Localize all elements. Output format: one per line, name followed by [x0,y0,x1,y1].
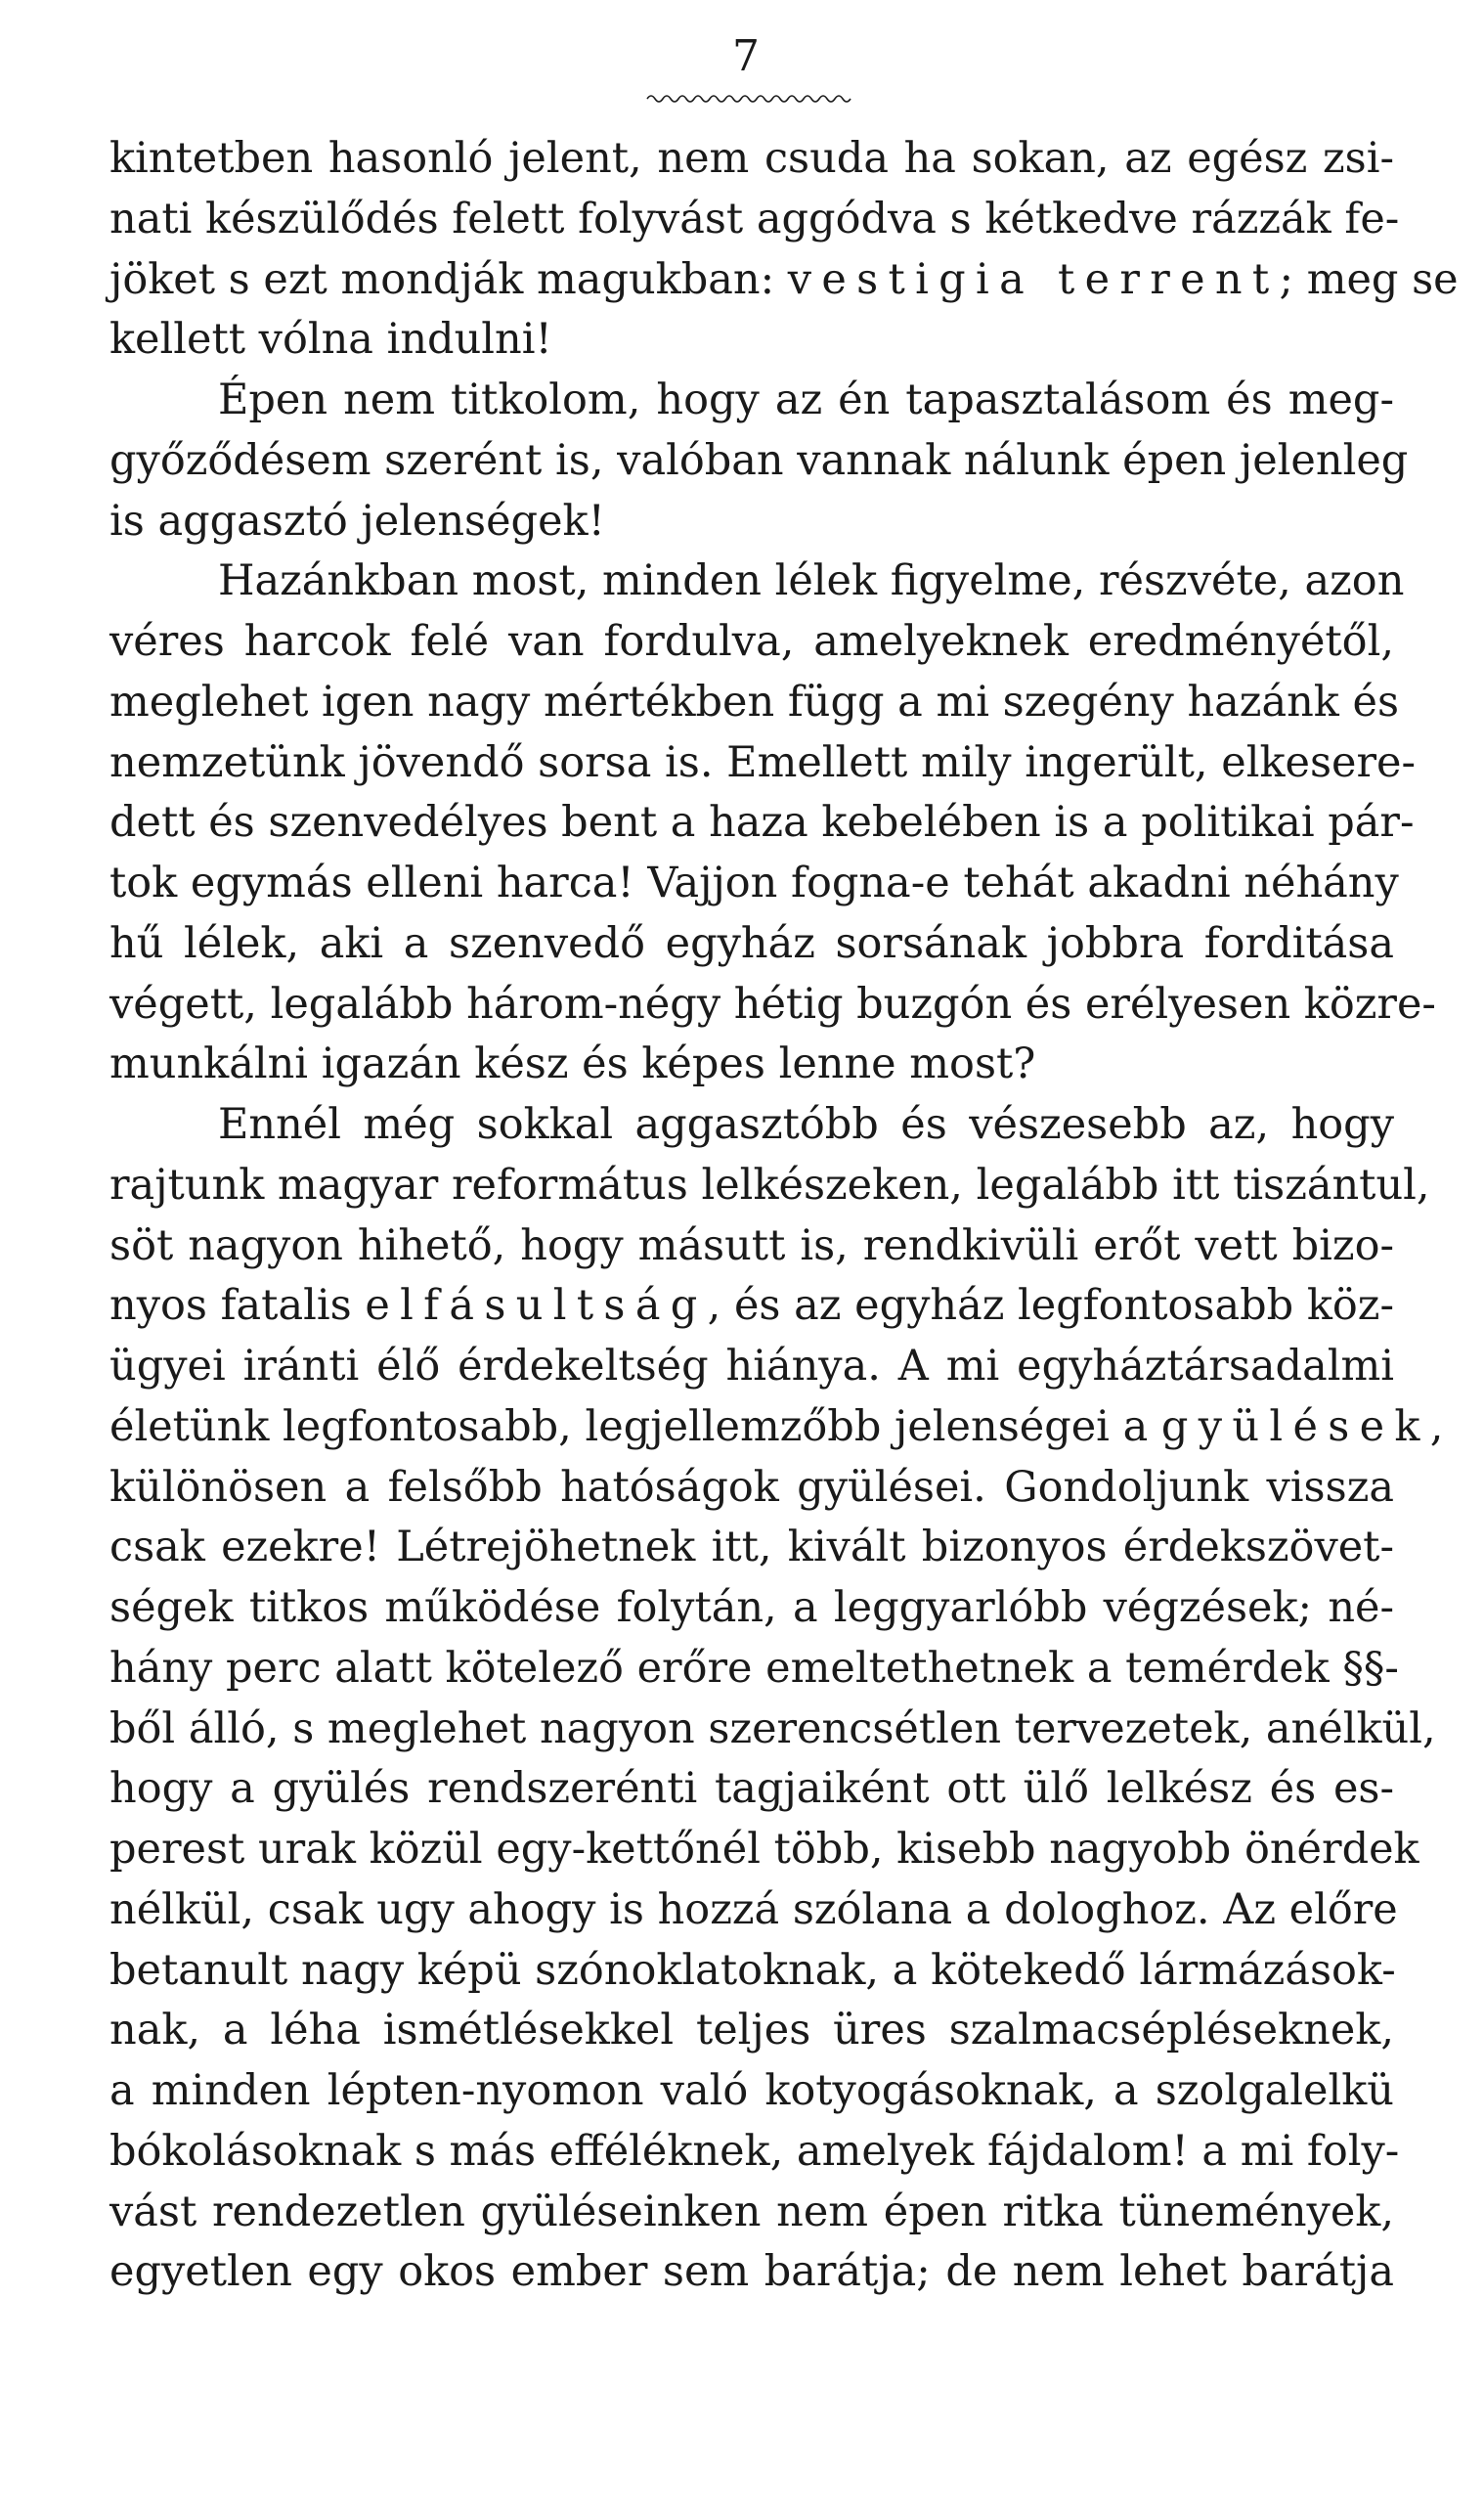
text-line [109,1156,1430,1216]
text-line [109,2122,1400,2183]
text-run: hogy a gyülés rendszerénti tagjaiként ott ülő lelkész és es- [109,1764,1394,1814]
text-run: győződésem szerént is, valóban vannak nálunk épen jelenleg [109,435,1409,485]
text-run: különösen a felsőbb hatóságok gyülései. Gondoljunk vissza [109,1462,1394,1512]
text-run: betanult nagy képü szónoklatoknak, a kötekedő lármázások- [109,1945,1396,1995]
text-line [109,1397,1444,1458]
text-line [109,1337,1394,1397]
text-line [109,1095,1394,1156]
text-run: , és az egyház legfontosabb köz- [707,1281,1394,1331]
spaced-emphasis: elfásultság [365,1281,708,1331]
text-line [109,854,1399,914]
text-line [109,1518,1394,1578]
text-run: is aggasztó jelenségek! [109,496,605,546]
text-run: rajtunk magyar református lelkészeken, legalább itt tiszántul, [109,1160,1430,1210]
text-line [109,492,1394,552]
text-line [109,250,1459,311]
text-line [109,431,1409,492]
text-run: perest urak közül egy-kettőnél több, kisebb nagyobb önérdek [109,1825,1419,1874]
text-run: kintetben hasonló jelent, nem csuda ha sokan, az egész zsi- [109,134,1394,183]
text-run: nemzetünk jövendő sorsa is. Emellett mily ingerült, elkesere- [109,737,1417,787]
text-run: a minden lépten-nyomon való kotyogásoknak, a szolgalelkü [109,2066,1394,2115]
text-line [109,1880,1398,1941]
text-line [109,975,1436,1036]
text-line [109,2183,1394,2243]
text-run: nélkül, csak ugy ahogy is hozzá szólana a dologhoz. Az előre [109,1884,1398,1934]
text-run: nyos fatalis [109,1281,366,1331]
text-run: ségek titkos működése folytán, a leggyarlóbb végzések; né- [109,1583,1394,1632]
text-run: Hazánkban most, minden lélek figyelme, részvéte, azon [218,556,1405,606]
text-run: hű lélek, aki a szenvedő egyház sorsának jobbra forditása [109,918,1394,968]
text-line [109,2001,1394,2061]
text-run: munkálni igazán kész és képes lenne most? [109,1039,1036,1089]
text-line [109,1820,1419,1880]
text-line [109,1941,1394,2002]
text-run: vást rendezetlen gyüléseinken nem épen ritka tünemények, [109,2187,1394,2236]
text-line [109,371,1394,431]
text-line [109,733,1417,794]
text-line [109,1035,1394,1095]
text-run: nati készülődés felett folyvást aggódva s kétkedve rázzák fe- [109,194,1400,243]
text-line [109,1639,1399,1700]
text-line [109,793,1415,854]
text-line [109,2242,1394,2303]
text-line [109,1276,1394,1337]
page-number: 7 [732,31,760,81]
text-run: , [1429,1401,1444,1451]
text-run: ből álló, s meglehet nagyon szerencsétlen tervezetek, anélkül, [109,1703,1436,1753]
text-line [109,2061,1394,2122]
text-run: Épen nem titkolom, hogy az én tapasztalásom és meg- [218,376,1394,424]
body-text [109,129,1459,2303]
text-run: dett és szenvedélyes bent a haza kebelében is a politikai pár- [109,798,1415,848]
text-line [109,129,1394,190]
text-run: bókolásoknak s más efféléknek, amelyek fájdalom! a mi foly- [109,2126,1400,2176]
text-run: jöket s ezt mondják magukban: [109,254,788,304]
text-run: tok egymás elleni harca! Vajjon fogna-e tehát akadni néhány [109,859,1399,907]
text-run: végett, legalább három-négy hétig buzgón és erélyesen közre- [109,979,1436,1029]
text-run: életünk legfontosabb, legjellemzőbb jelenségei a [109,1401,1161,1451]
text-run: ; meg se [1279,254,1459,304]
spaced-emphasis: gyülések [1160,1401,1430,1451]
text-line [109,1458,1394,1519]
text-run: Ennél még sokkal aggasztóbb és vészesebb az, hogy [218,1100,1394,1149]
text-line [109,1700,1436,1760]
text-run: csak ezekre! Létrejöhetnek itt, kivált bizonyos érdekszövet- [109,1523,1394,1572]
text-run: véres harcok felé van fordulva, amelyeknek eredményétől, [109,617,1394,666]
text-line [109,1759,1394,1820]
text-run: ügyei iránti élő érdekeltség hiánya. A mi egyháztársadalmi [109,1342,1394,1391]
text-run: nak, a léha ismétlésekkel teljes üres szalmacsépléseknek, [109,2006,1394,2055]
text-line [109,1216,1394,1277]
ornament-rule [645,90,852,106]
text-line [109,190,1400,250]
text-line [109,914,1394,975]
text-run: söt nagyon hihető, hogy másutt is, rendkivüli erőt vett bizo- [109,1220,1394,1270]
text-run: egyetlen egy okos ember sem barátja; de nem lehet barátja [109,2247,1394,2297]
spaced-emphasis: vestigia terrent [787,254,1280,304]
text-line [109,1578,1394,1639]
text-line [109,310,1394,371]
text-line [109,612,1394,673]
text-run: hány perc alatt kötelező erőre emeltethetnek a temérdek §§- [109,1643,1399,1693]
text-run: meglehet igen nagy mértékben függ a mi szegény hazánk és [109,677,1400,727]
text-run: kellett vólna indulni! [109,315,552,365]
text-line [109,552,1405,612]
text-line [109,673,1400,733]
